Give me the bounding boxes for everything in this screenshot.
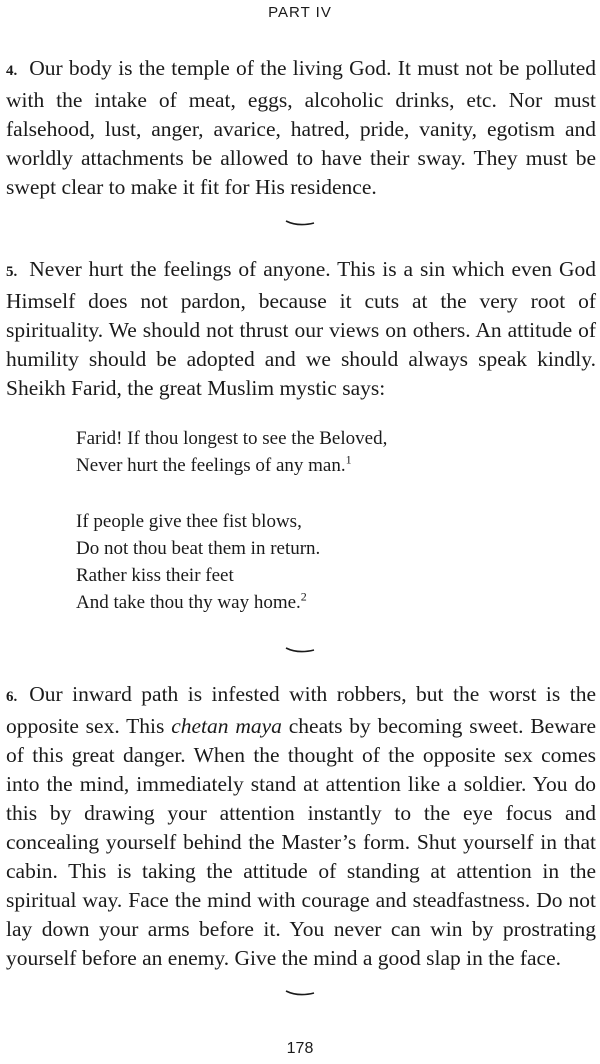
running-header: PART IV <box>268 4 332 21</box>
paragraph-5 <box>6 255 596 403</box>
verse-line: Farid! If thou longest to see the Beloved, <box>76 428 388 449</box>
verse-line: And take thou thy way home.$^2$ <box>76 589 307 613</box>
verse-line: Do not thou beat them in return. <box>76 538 321 559</box>
section-separator <box>284 218 316 228</box>
page-number: 178 <box>286 1040 314 1057</box>
verse-quote-2 <box>76 508 576 616</box>
verse-line: Never hurt the feelings of any man.$^1$ <box>76 452 352 476</box>
verse-line: Rather kiss their feet <box>76 565 234 586</box>
paragraph-number: 6. <box>6 689 18 705</box>
italic-term: chetan maya <box>171 714 282 738</box>
paragraph-4 <box>6 54 596 202</box>
verse-line: If people give thee fist blows, <box>76 511 302 532</box>
paragraph-number: 4. <box>6 63 18 79</box>
section-separator <box>284 988 316 998</box>
section-separator <box>284 645 316 655</box>
paragraph-text: Our body is the temple of the living God. It must not be polluted with the intake of meat, eggs, alcoholic drinks, etc. Nor must falsehood, lust, anger, avarice, hatred, pride, vanity, egotism and worldly attachments be allowed to have their sway. They must be swept clear to make it fit for His residence. <box>6 56 596 199</box>
paragraph-text: cheats by becoming sweet. Beware of this great danger. When the thought of the opposite sex comes into the mind, immediately stand at attention like a soldier. You do this by drawing your attention instantly to the eye focus and concealing yourself behind the Master’s form. Shut yourself in that cabin. This is taking the attitude of standing at attention in the spiritual way. Face the mind with courage and steadfastness. Do not lay down your arms before it. You never can win by prostrating yourself before an enemy. Give the mind a good slap in the face. <box>6 714 596 970</box>
verse-quote-1 <box>76 425 576 479</box>
paragraph-number: 5. <box>6 264 18 280</box>
footnote-marker: 1 <box>345 452 352 467</box>
paragraph-6 <box>6 680 596 973</box>
footnote-marker: 2 <box>300 589 307 604</box>
paragraph-text: Our inward path is infested with robbers, but the worst is the opposite sex. This <box>6 682 596 738</box>
paragraph-text: Never hurt the feelings of anyone. This is a sin which even God Himself does not pardon, because it cuts at the very root of spirituality. We should not thrust our views on others. An attitude of humility should be adopted and we should always speak kindly. Sheikh Farid, the great Muslim mystic says: <box>6 257 596 400</box>
